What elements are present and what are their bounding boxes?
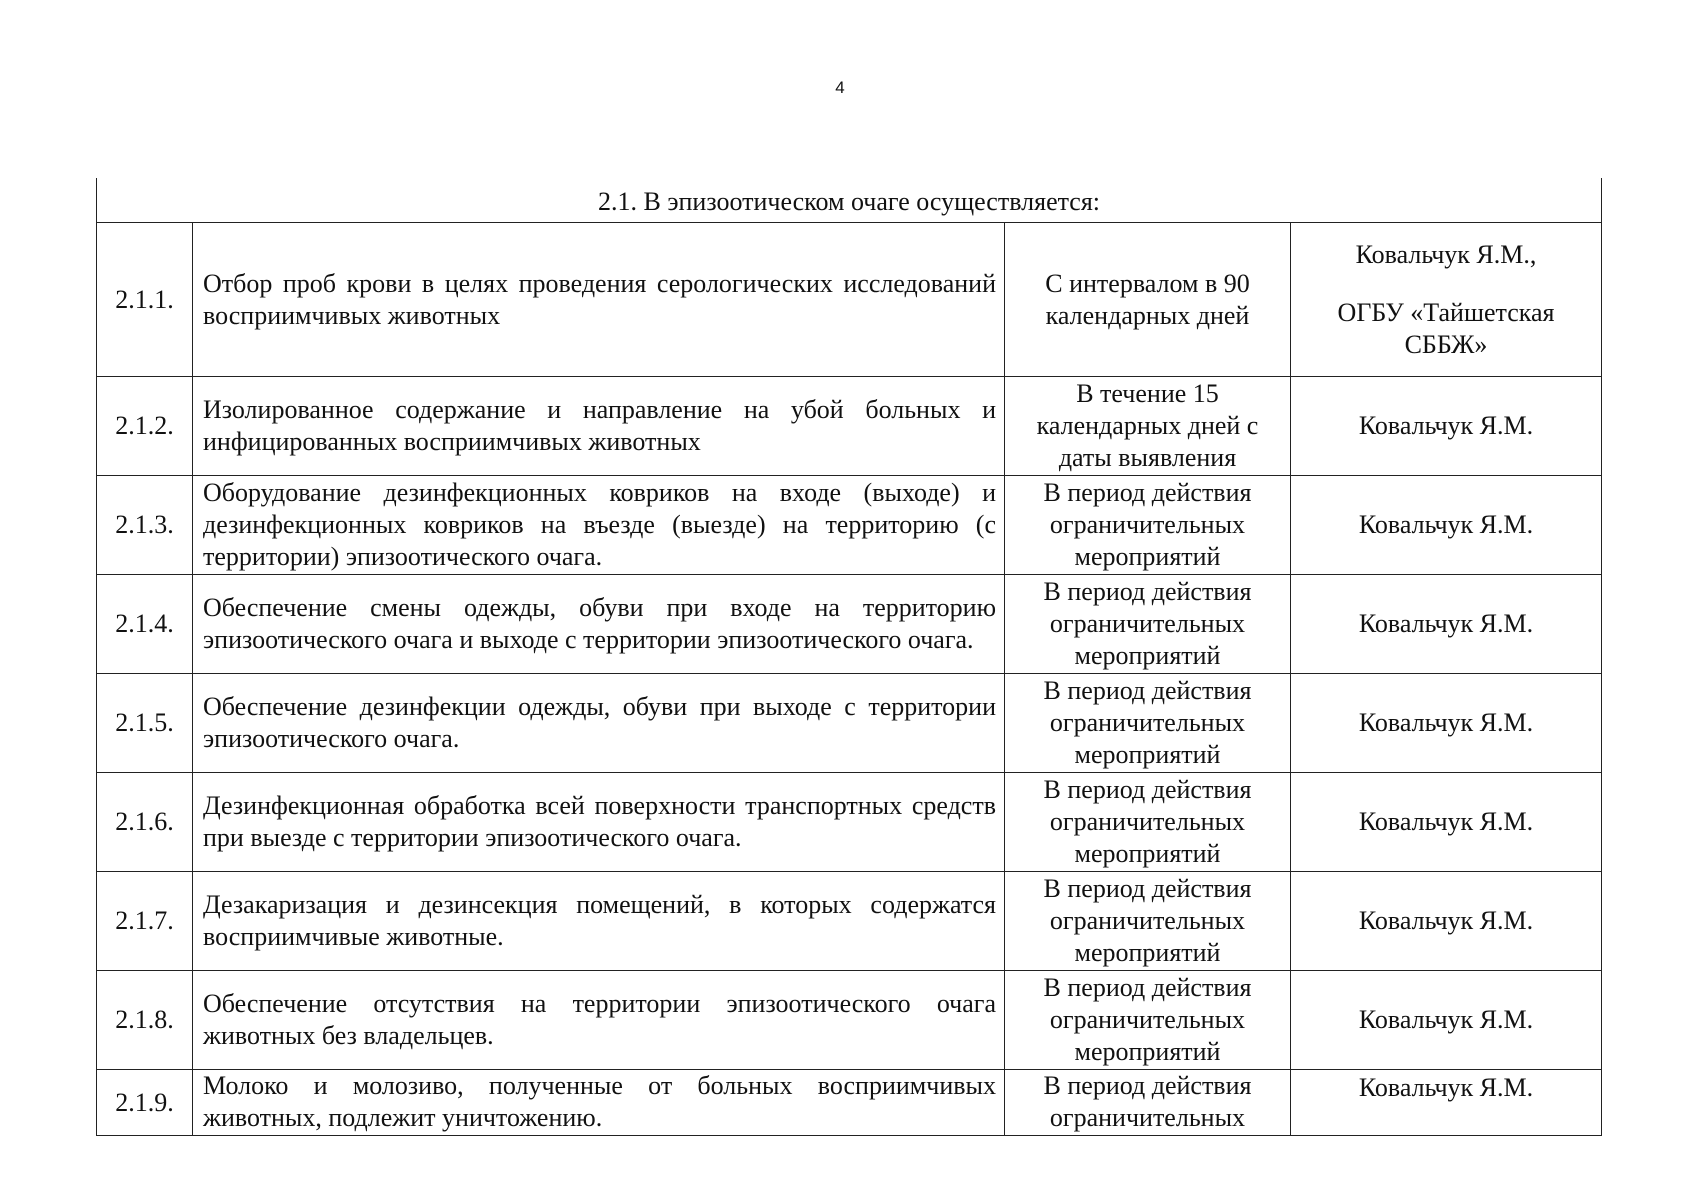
- row-responsible: Ковальчук Я.М.: [1291, 971, 1602, 1070]
- row-number: 2.1.8.: [97, 971, 193, 1070]
- row-number: 2.1.7.: [97, 872, 193, 971]
- row-description: [193, 773, 1005, 872]
- table-row: [97, 1070, 1602, 1136]
- responsible-line: Ковальчук Я.М.,: [1355, 239, 1537, 269]
- table-row: [97, 674, 1602, 773]
- description-text: Дезакаризация и дезинсекция помещений, в которых содержатся восприимчивые животные.: [203, 890, 996, 951]
- description-text: Обеспечение отсутствия на территории эпизоотического очага животных без владельцев.: [203, 989, 996, 1050]
- section-header-row: [97, 178, 1602, 223]
- row-responsible: Ковальчук Я.М.: [1291, 872, 1602, 971]
- row-responsible: [1291, 223, 1602, 377]
- row-number: 2.1.3.: [97, 476, 193, 575]
- row-description: [193, 377, 1005, 476]
- table-row: [97, 971, 1602, 1070]
- description-text: Дезинфекционная обработка всей поверхности транспортных средств при выезде с территории эпизоотического очага.: [203, 791, 996, 852]
- row-responsible: Ковальчук Я.М.: [1291, 674, 1602, 773]
- row-term: В период действия ограничительных мероприятий: [1005, 872, 1291, 971]
- row-number: 2.1.6.: [97, 773, 193, 872]
- row-responsible: Ковальчук Я.М.: [1291, 1070, 1602, 1136]
- row-term: В период действия ограничительных: [1005, 1070, 1291, 1136]
- description-text: Обеспечение дезинфекции одежды, обуви при выходе с территории эпизоотического очага.: [203, 692, 996, 753]
- row-responsible: Ковальчук Я.М.: [1291, 476, 1602, 575]
- row-responsible: Ковальчук Я.М.: [1291, 575, 1602, 674]
- description-text: Обеспечение смены одежды, обуви при входе на территорию эпизоотического очага и выходе с территории эпизоотического очага.: [203, 593, 996, 654]
- row-term: В период действия ограничительных мероприятий: [1005, 674, 1291, 773]
- row-responsible: Ковальчук Я.М.: [1291, 773, 1602, 872]
- page-number: 4: [835, 78, 845, 97]
- row-description: [193, 1070, 1005, 1136]
- row-term: В течение 15 календарных дней с даты выявления: [1005, 377, 1291, 476]
- row-responsible: Ковальчук Я.М.: [1291, 377, 1602, 476]
- row-description: [193, 971, 1005, 1070]
- measures-table: [96, 178, 1602, 1136]
- description-text: Изолированное содержание и направление на убой больных и инфицированных восприимчивых животных: [203, 395, 996, 456]
- row-description: [193, 674, 1005, 773]
- row-number: 2.1.4.: [97, 575, 193, 674]
- row-term: В период действия ограничительных мероприятий: [1005, 476, 1291, 575]
- row-description: [193, 872, 1005, 971]
- row-term: В период действия ограничительных мероприятий: [1005, 575, 1291, 674]
- responsible-line: ОГБУ «Тайшетская: [1337, 297, 1555, 327]
- row-term: В период действия ограничительных мероприятий: [1005, 773, 1291, 872]
- row-number: 2.1.2.: [97, 377, 193, 476]
- row-number: 2.1.1.: [97, 223, 193, 377]
- section-title: 2.1. В эпизоотическом очаге осуществляется:: [97, 178, 1602, 223]
- description-text: Оборудование дезинфекционных ковриков на входе (выходе) и дезинфекционных ковриков на въезде (выезде) на территорию (с территории) эпизоотического очага.: [203, 478, 996, 571]
- table-row: [97, 377, 1602, 476]
- description-text: Отбор проб крови в целях проведения серологических исследований восприимчивых животных: [203, 268, 996, 330]
- table-row: [97, 872, 1602, 971]
- table-row: [97, 773, 1602, 872]
- row-description: [193, 223, 1005, 377]
- table-row: [97, 476, 1602, 575]
- table-row: [97, 575, 1602, 674]
- row-term: В период действия ограничительных мероприятий: [1005, 971, 1291, 1070]
- table-row: [97, 223, 1602, 377]
- description-text: Молоко и молозиво, полученные от больных восприимчивых животных, подлежит уничтожению.: [203, 1071, 996, 1132]
- row-term: С интервалом в 90 календарных дней: [1005, 223, 1291, 377]
- row-number: 2.1.9.: [97, 1070, 193, 1136]
- row-description: [193, 476, 1005, 575]
- row-description: [193, 575, 1005, 674]
- responsible-line: СББЖ»: [1404, 329, 1488, 359]
- row-number: 2.1.5.: [97, 674, 193, 773]
